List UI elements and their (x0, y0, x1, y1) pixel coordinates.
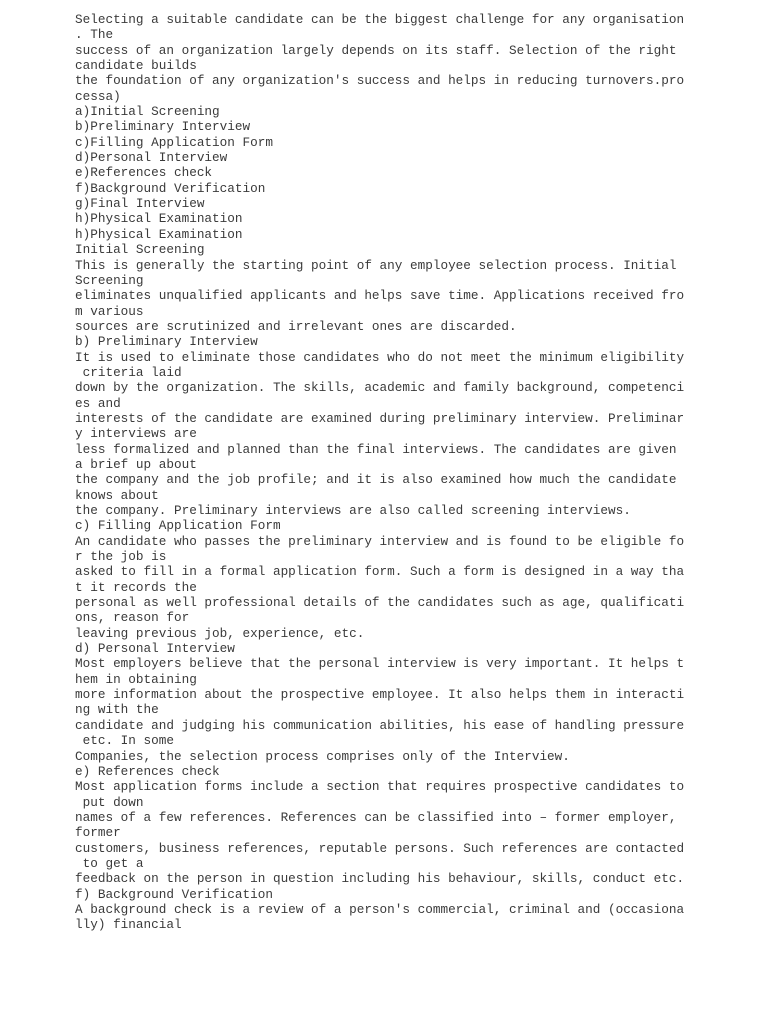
text-line: f) Background Verification (75, 886, 273, 902)
text-line: criteria laid (75, 364, 182, 380)
text-line: down by the organization. The skills, academic and family background, competenci (75, 380, 685, 396)
text-line: h)Physical Examination (75, 211, 243, 227)
text-line: Selecting a suitable candidate can be the biggest challenge for any organisation (75, 12, 685, 27)
text-line: b)Preliminary Interview (75, 119, 251, 135)
text-line: m various (75, 303, 144, 319)
text-line: a)Initial Screening (75, 104, 220, 120)
text-line: c)Filling Application Form (75, 134, 273, 150)
document-body (75, 12, 755, 933)
text-line: d) Personal Interview (75, 641, 235, 657)
text-line: former (75, 825, 121, 841)
text-line: leaving previous job, experience, etc. (75, 625, 365, 641)
text-line: the company. Preliminary interviews are also called screening interviews. (75, 503, 631, 518)
text-line: f)Background Verification (75, 180, 266, 196)
text-line: ng with the (75, 702, 159, 718)
text-line: An candidate who passes the preliminary interview and is found to be eligible fo (75, 533, 685, 549)
text-line: candidate builds (75, 58, 197, 74)
text-line: success of an organization largely depends on its staff. Selection of the right (75, 42, 677, 58)
text-line: candidate and judging his communication abilities, his ease of handling pressure (75, 717, 685, 733)
text-line: sources are scrutinized and irrelevant ones are discarded. (75, 318, 517, 334)
text-line: to get a (75, 855, 144, 871)
text-line: cessa) (75, 88, 121, 104)
text-line: t it records the (75, 579, 197, 595)
text-line: names of a few references. References can be classified into – former employer, (75, 809, 677, 825)
text-line: b) Preliminary Interview (75, 334, 258, 350)
text-line: Companies, the selection process comprises only of the Interview. (75, 748, 570, 764)
text-line: . The (75, 27, 114, 43)
text-line: Screening (75, 272, 144, 288)
text-line: less formalized and planned than the final interviews. The candidates are given (75, 441, 677, 457)
text-line: c) Filling Application Form (75, 518, 281, 534)
text-line: etc. In some (75, 733, 174, 749)
text-line: asked to fill in a formal application form. Such a form is designed in a way tha (75, 564, 685, 580)
text-line: eliminates unqualified applicants and helps save time. Applications received fro (75, 288, 685, 304)
text-line: personal as well professional details of the candidates such as age, qualificati (75, 595, 685, 611)
text-line: It is used to eliminate those candidates who do not meet the minimum eligibility (75, 349, 685, 365)
text-line: Most employers believe that the personal interview is very important. It helps t (75, 656, 685, 672)
text-line: d)Personal Interview (75, 150, 228, 166)
text-line: This is generally the starting point of any employee selection process. Initial (75, 257, 677, 273)
text-line: e) References check (75, 763, 220, 779)
text-line: e)References check (75, 165, 213, 181)
text-line: the company and the job profile; and it is also examined how much the candidate (75, 472, 677, 488)
text-line: A background check is a review of a person's commercial, criminal and (occasiona (75, 901, 685, 917)
text-line: y interviews are (75, 426, 197, 442)
text-line: a brief up about (75, 456, 197, 472)
text-line: lly) financial (75, 917, 182, 933)
text-line: customers, business references, reputable persons. Such references are contacted (75, 840, 685, 856)
text-line: Most application forms include a section that requires prospective candidates to (75, 779, 685, 795)
text-line: knows about (75, 487, 159, 503)
text-line: feedback on the person in question including his behaviour, skills, conduct etc. (75, 871, 685, 887)
text-line: Initial Screening (75, 242, 205, 258)
text-line: ons, reason for (75, 610, 190, 626)
text-line: es and (75, 395, 121, 411)
text-line: put down (75, 794, 144, 810)
text-line: hem in obtaining (75, 671, 197, 687)
text-line: the foundation of any organization's success and helps in reducing turnovers.pro (75, 73, 685, 89)
text-line: h)Physical Examination (75, 226, 243, 242)
text-line: interests of the candidate are examined during preliminary interview. Preliminar (75, 410, 685, 426)
text-line: g)Final Interview (75, 196, 205, 212)
text-line: r the job is (75, 549, 167, 565)
text-line: more information about the prospective employee. It also helps them in interacti (75, 687, 685, 703)
